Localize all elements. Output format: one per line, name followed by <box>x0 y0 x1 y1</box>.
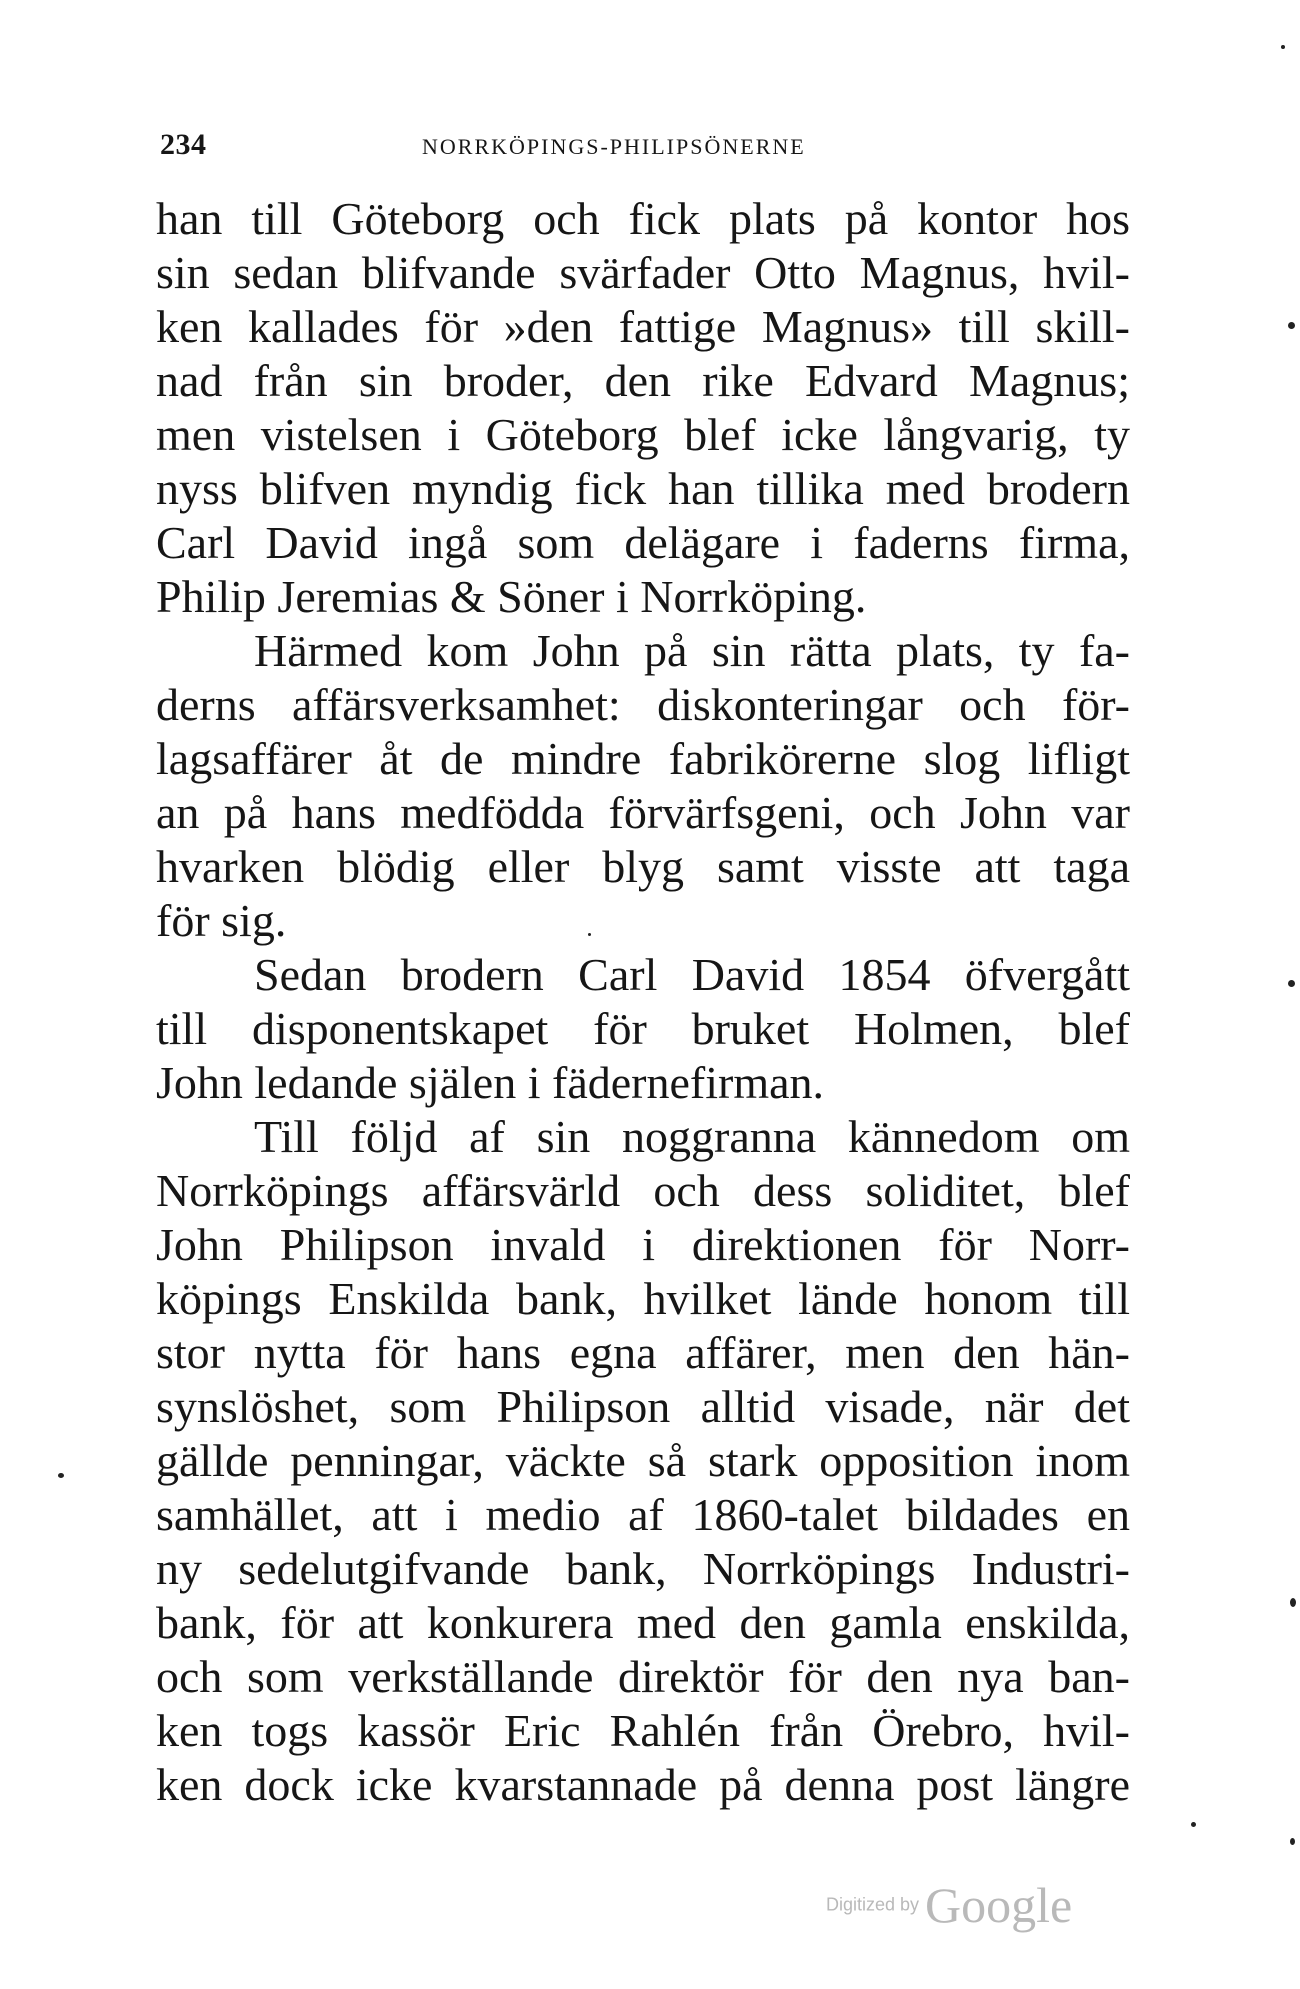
scan-speck <box>1281 45 1285 49</box>
text-line: ken togs kassör Eric Rahlén från Örebro, hvil- <box>156 1705 1130 1756</box>
text-line: ken dock icke kvarstannade på denna post längre <box>156 1759 1130 1810</box>
text-line: Norrköpings affärsvärld och dess soliditet, blef <box>156 1165 1130 1216</box>
text-line: Härmed kom John på sin rätta plats, ty fa- <box>254 625 1130 676</box>
scan-speck <box>58 1473 64 1478</box>
text-line: Philip Jeremias & Söner i Norrköping. <box>156 571 867 622</box>
text-line: han till Göteborg och fick plats på kontor hos <box>156 193 1130 244</box>
text-line: synslöshet, som Philipson alltid visade, när det <box>156 1381 1130 1432</box>
text-line: nad från sin broder, den rike Edvard Magnus; <box>156 355 1130 406</box>
text-line: men vistelsen i Göteborg blef icke långvarig, ty <box>156 409 1130 460</box>
scan-speck <box>1191 1822 1196 1827</box>
text-line: samhället, att i medio af 1860-talet bildades en <box>156 1489 1130 1540</box>
text-line: Till följd af sin noggranna kännedom om <box>254 1111 1130 1162</box>
text-line: John Philipson invald i direktionen för Norr- <box>156 1219 1130 1270</box>
google-logo-text: Google <box>925 1877 1073 1933</box>
text-line: derns affärsverksamhet: diskonteringar och för- <box>156 679 1130 730</box>
scan-speck <box>1288 980 1295 987</box>
scan-speck <box>1290 1598 1296 1607</box>
text-line: köpings Enskilda bank, hvilket lände honom till <box>156 1273 1130 1324</box>
text-line: gällde penningar, väckte så stark opposition inom <box>156 1435 1130 1486</box>
text-line: ny sedelutgifvande bank, Norrköpings Industri- <box>156 1543 1130 1594</box>
text-line: lagsaffärer åt de mindre fabrikörerne slog lifligt <box>156 733 1130 784</box>
text-line: och som verkställande direktör för den nya ban- <box>156 1651 1130 1702</box>
text-line: till disponentskapet för bruket Holmen, blef <box>156 1003 1130 1054</box>
text-line: Sedan brodern Carl David 1854 öfvergått <box>254 949 1130 1000</box>
running-head: NORRKÖPINGS-PHILIPSÖNERNE <box>422 134 806 159</box>
text-line: bank, för att konkurera med den gamla enskilda, <box>156 1597 1130 1648</box>
text-line: stor nytta för hans egna affärer, men den hän- <box>156 1327 1130 1378</box>
text-line: Carl David ingå som delägare i faderns firma, <box>156 517 1130 568</box>
google-watermark <box>826 1876 1072 1934</box>
text-line: John ledande själen i fädernefirman. <box>156 1057 825 1108</box>
page-number: 234 <box>160 128 207 161</box>
scan-speck <box>1288 322 1295 329</box>
watermark-prefix: Digitized by <box>826 1894 920 1915</box>
text-line: hvarken blödig eller blyg samt visste att taga <box>156 841 1130 892</box>
text-line: an på hans medfödda förvärfsgeni, och John var <box>156 787 1130 838</box>
scan-speck <box>588 933 591 936</box>
text-line: nyss blifven myndig fick han tillika med brodern <box>156 463 1130 514</box>
text-line: ken kallades för »den fattige Magnus» till skill- <box>156 301 1130 352</box>
text-line: sin sedan blifvande svärfader Otto Magnus, hvil- <box>156 247 1130 298</box>
scan-speck <box>1290 1838 1295 1845</box>
text-line: för sig. <box>156 895 287 946</box>
